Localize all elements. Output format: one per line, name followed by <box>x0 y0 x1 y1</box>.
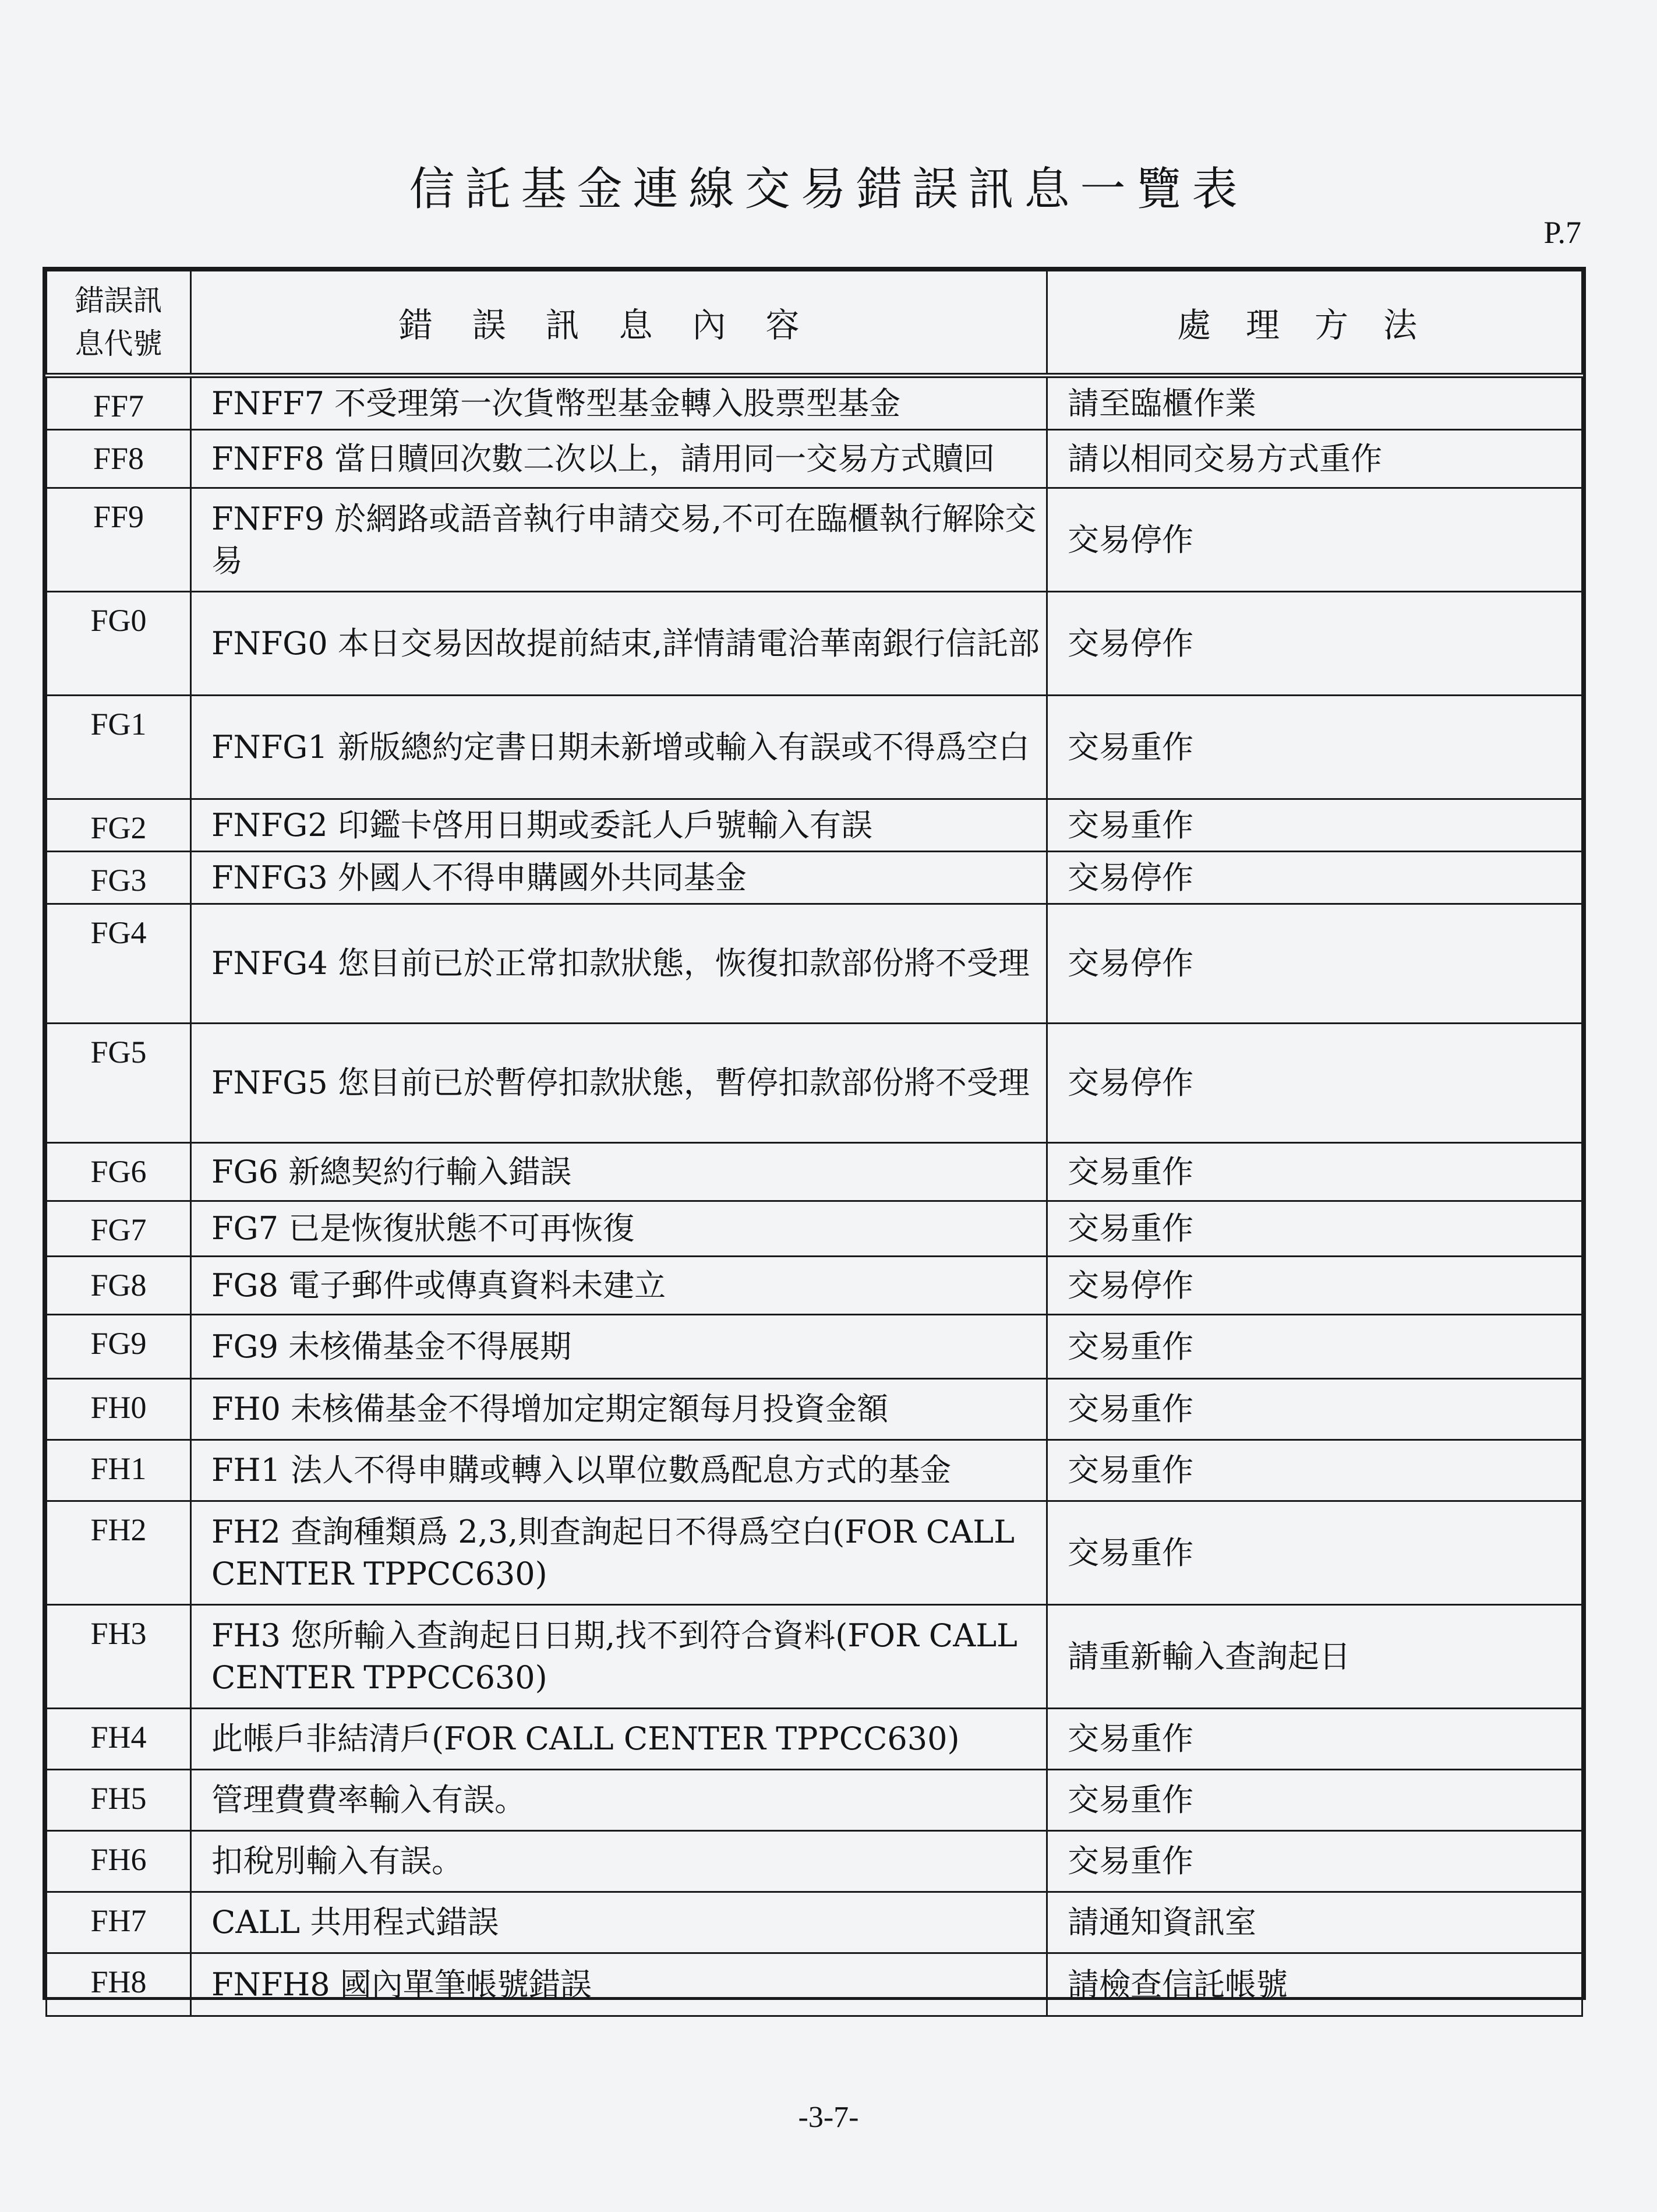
row-code: FH6 <box>47 1831 191 1892</box>
row-message: FNFG5 您目前已於暫停扣款狀態，暫停扣款部份將不受理 <box>191 1024 1047 1143</box>
row-action: 請重新輸入查詢起日 <box>1047 1605 1582 1709</box>
row-message: 管理費費率輸入有誤。 <box>191 1770 1047 1831</box>
table-row <box>47 1709 1582 1770</box>
table-row <box>47 1892 1582 1953</box>
row-action: 交易停作 <box>1047 592 1582 696</box>
row-action: 交易重作 <box>1047 1315 1582 1379</box>
row-action: 交易重作 <box>1047 1143 1582 1201</box>
row-message: CALL 共用程式錯誤 <box>191 1892 1047 1953</box>
page-label: P.7 <box>1543 215 1581 250</box>
table-row <box>47 592 1582 696</box>
row-code: FF9 <box>47 488 191 592</box>
table-row <box>47 1770 1582 1831</box>
row-action: 請至臨櫃作業 <box>1047 376 1582 430</box>
row-code: FF8 <box>47 430 191 488</box>
row-message: FG6 新總契約行輸入錯誤 <box>191 1143 1047 1201</box>
row-message: FNFH8 國內單筆帳號錯誤 <box>191 1953 1047 2016</box>
table-row <box>47 904 1582 1024</box>
error-table <box>43 267 1586 2003</box>
row-action: 交易重作 <box>1047 799 1582 852</box>
page-title: 信託基金連線交易錯誤訊息一覽表 <box>409 163 1248 216</box>
row-code: FG3 <box>47 852 191 904</box>
row-action: 交易停作 <box>1047 1024 1582 1143</box>
table-row <box>47 1831 1582 1892</box>
table-row <box>47 1024 1582 1143</box>
row-action: 請檢查信託帳號 <box>1047 1953 1582 2016</box>
row-code: FH7 <box>47 1892 191 1953</box>
header-message: 錯誤訊息內容 <box>191 271 1047 376</box>
row-action: 交易重作 <box>1047 1831 1582 1892</box>
table-row <box>47 1605 1582 1709</box>
row-code: FG7 <box>47 1201 191 1257</box>
table-row <box>47 488 1582 592</box>
table-row <box>47 1440 1582 1501</box>
page-footer: -3-7- <box>798 2101 859 2134</box>
row-action: 交易重作 <box>1047 1379 1582 1440</box>
row-message: FH1 法人不得申購或轉入以單位數爲配息方式的基金 <box>191 1440 1047 1501</box>
row-action: 交易重作 <box>1047 1440 1582 1501</box>
row-message: FNFG0 本日交易因故提前結束,詳情請電洽華南銀行信託部 <box>191 592 1047 696</box>
row-code: FH5 <box>47 1770 191 1831</box>
table-row <box>47 1143 1582 1201</box>
header-code <box>47 271 191 376</box>
row-code: FG6 <box>47 1143 191 1201</box>
row-message: FNFG1 新版總約定書日期未新增或輸入有誤或不得爲空白 <box>191 696 1047 799</box>
header-action: 處理方法 <box>1047 271 1582 376</box>
row-message: FNFG4 您目前已於正常扣款狀態，恢復扣款部份將不受理 <box>191 904 1047 1024</box>
row-code: FG0 <box>47 592 191 696</box>
row-message: FNFG3 外國人不得申購國外共同基金 <box>191 852 1047 904</box>
row-action: 請以相同交易方式重作 <box>1047 430 1582 488</box>
table-row <box>47 1501 1582 1605</box>
row-code: FG9 <box>47 1315 191 1379</box>
row-code: FH2 <box>47 1501 191 1605</box>
row-code: FG8 <box>47 1257 191 1315</box>
row-code: FH1 <box>47 1440 191 1501</box>
row-code: FH3 <box>47 1605 191 1709</box>
row-action: 交易重作 <box>1047 696 1582 799</box>
row-code: FG4 <box>47 904 191 1024</box>
row-message: FG8 電子郵件或傳真資料未建立 <box>191 1257 1047 1315</box>
table-row <box>47 1379 1582 1440</box>
table-row <box>47 852 1582 904</box>
row-action: 請通知資訊室 <box>1047 1892 1582 1953</box>
row-action: 交易停作 <box>1047 1257 1582 1315</box>
row-message: FNFF8 當日贖回次數二次以上，請用同一交易方式贖回 <box>191 430 1047 488</box>
row-code: FH8 <box>47 1953 191 2016</box>
row-message: FNFG2 印鑑卡啓用日期或委託人戶號輸入有誤 <box>191 799 1047 852</box>
header-code-line1: 錯誤訊 <box>75 284 162 317</box>
row-code: FH4 <box>47 1709 191 1770</box>
header-code-line2: 息代號 <box>75 327 162 361</box>
row-message: FH3 您所輸入查詢起日日期,找不到符合資料(FOR CALL CENTER TPPCC630) <box>191 1605 1047 1709</box>
row-code: FF7 <box>47 376 191 430</box>
table-row <box>47 1201 1582 1257</box>
row-action: 交易重作 <box>1047 1201 1582 1257</box>
row-action: 交易重作 <box>1047 1709 1582 1770</box>
row-message: FG9 未核備基金不得展期 <box>191 1315 1047 1379</box>
row-message: 扣稅別輸入有誤。 <box>191 1831 1047 1892</box>
table-row <box>47 376 1582 430</box>
row-action: 交易停作 <box>1047 904 1582 1024</box>
row-message: FNFF7 不受理第一次貨幣型基金轉入股票型基金 <box>191 376 1047 430</box>
row-action: 交易停作 <box>1047 852 1582 904</box>
table-header-row <box>47 271 1582 376</box>
row-code: FG1 <box>47 696 191 799</box>
row-code: FG2 <box>47 799 191 852</box>
row-code: FH0 <box>47 1379 191 1440</box>
row-message: FG7 已是恢復狀態不可再恢復 <box>191 1201 1047 1257</box>
row-action: 交易重作 <box>1047 1770 1582 1831</box>
table-row <box>47 696 1582 799</box>
table-row <box>47 799 1582 852</box>
row-code: FG5 <box>47 1024 191 1143</box>
row-message: FH2 查詢種類爲 2,3,則查詢起日不得爲空白(FOR CALL CENTER TPPCC630) <box>191 1501 1047 1605</box>
row-action: 交易停作 <box>1047 488 1582 592</box>
row-action: 交易重作 <box>1047 1501 1582 1605</box>
row-message: FH0 未核備基金不得增加定期定額每月投資金額 <box>191 1379 1047 1440</box>
row-message: 此帳戶非結清戶(FOR CALL CENTER TPPCC630) <box>191 1709 1047 1770</box>
table-row <box>47 1315 1582 1379</box>
table-row <box>47 430 1582 488</box>
table-row <box>47 1257 1582 1315</box>
row-message: FNFF9 於網路或語音執行申請交易,不可在臨櫃執行解除交易 <box>191 488 1047 592</box>
table-row <box>47 1953 1582 2016</box>
